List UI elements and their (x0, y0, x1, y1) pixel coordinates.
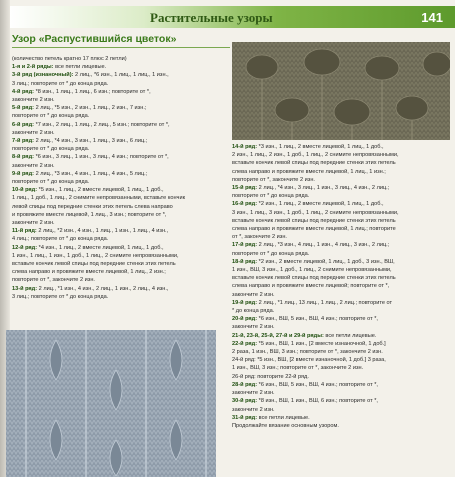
left-instruction-line (12, 55, 224, 63)
row-text: 3 лиц.; повторите от * до конца ряда. (12, 80, 109, 87)
row-text: закончите 2 изн. (12, 162, 55, 169)
left-instruction-line (12, 96, 224, 104)
right-instruction-line (232, 241, 447, 249)
left-instruction-line (12, 145, 224, 153)
right-instruction-line (232, 225, 447, 233)
left-instruction-line (12, 276, 224, 284)
row-text: левой спицы под передние стенки этих петель слева направо (12, 203, 173, 210)
left-instruction-line (12, 178, 224, 186)
row-text: 2 лиц., *5 изн., 2 изн., 1 лиц., 2 изн., 7 изн.; (35, 105, 147, 112)
row-text: 1 изн., 1 лиц., 1 изн., 1 доб., 1 лиц., 2 снимите непровязанными, (12, 252, 179, 259)
right-instruction-line (232, 168, 447, 176)
right-instruction-line (232, 266, 447, 274)
row-text: повторите от * до конца ряда. (12, 113, 90, 120)
row-text: 1 изн., ВШ, 3 изн.; повторите от *, закончите 2 изн. (232, 365, 364, 372)
right-instruction-line (232, 299, 447, 307)
row-text: закончите 2 изн. (232, 291, 275, 298)
left-instruction-line (12, 162, 224, 170)
row-label: 5-й ряд: (12, 105, 34, 112)
right-instruction-line (232, 315, 447, 323)
row-text: закончите 2 изн. (232, 406, 275, 413)
row-label: 10-й ряд: (12, 187, 38, 194)
row-text: *6 изн., ВШ, 5 изн., ВШ, 4 изн.; повторите от *, (258, 316, 378, 323)
left-instruction-line (12, 63, 224, 71)
right-instruction-line (232, 192, 447, 200)
row-label: 11-й ряд: (12, 228, 37, 235)
left-instruction-line (12, 252, 224, 260)
row-text: закончите 2 изн. (12, 129, 55, 136)
row-label: 22-й ряд: (232, 340, 258, 347)
row-text: слева направо и провяжите вместе лицевой, 1 лиц., 2 изн.; (12, 269, 166, 276)
row-text: *8 изн., ВШ, 1 изн., ВШ, 6 изн.; повторите от *, (258, 398, 378, 405)
row-text: вставьте кончик левой спицы под передние стенки этих петель (232, 275, 396, 282)
right-instruction-line (232, 348, 447, 356)
row-label: 14-й ряд: (232, 144, 258, 150)
right-instruction-line (232, 184, 447, 192)
right-instruction-line (232, 200, 447, 208)
row-text: все петли лицевые. (325, 332, 377, 339)
row-text: повторите от * до конца ряда. (12, 179, 90, 186)
instructions-right-column (232, 143, 447, 430)
row-text: 4 лиц.; повторите от * до конца ряда. (12, 236, 109, 243)
right-instruction-line (232, 176, 447, 184)
left-instruction-line (12, 219, 224, 227)
right-instruction-line (232, 209, 447, 217)
row-label: 31-й ряд: (232, 414, 258, 421)
row-text: *2 изн., 1 лиц., 2 вместе лицевой, 1 лиц., 1 доб., (258, 201, 384, 208)
right-instruction-line (232, 422, 447, 430)
right-instruction-line (232, 151, 447, 159)
left-instruction-line (12, 129, 224, 137)
left-instruction-line (12, 80, 224, 88)
right-instruction-line (232, 323, 447, 331)
right-instruction-line (232, 414, 447, 422)
row-label: 15-й ряд: (232, 185, 258, 192)
row-text: 2 лиц., *1 лиц., 13 лиц., 1 лиц., 2 лиц.; повторите от (258, 299, 393, 306)
row-label: 1-я и 2-й ряды: (12, 64, 54, 71)
right-instruction-line (232, 340, 447, 348)
left-instruction-line (12, 293, 224, 301)
row-text: вставьте кончик левой спицы под передние стенки этих петель (232, 217, 396, 224)
left-instruction-line (12, 153, 224, 161)
left-instruction-line (12, 244, 224, 252)
row-text: слева направо и провяжите вместе лицевой, 1 лиц., 1 изн.; (232, 168, 386, 175)
right-instruction-line (232, 233, 447, 241)
row-text: 1 изн., ВШ, 3 изн., 1 доб., 1 лиц., 2 снимите непровязанными, (232, 267, 392, 274)
right-instruction-line (232, 250, 447, 258)
page-header (10, 6, 455, 28)
row-text: повторите от *, закончите 2 изн. (12, 277, 95, 284)
left-instruction-line (12, 71, 224, 79)
row-text: закончите 2 изн. (232, 390, 275, 397)
row-text: закончите 2 изн. (12, 97, 55, 104)
right-instruction-line (232, 389, 447, 397)
row-text: 2 лиц., *3 изн., 4 лиц., 1 изн., 4 лиц., 3 изн., 2 лиц.; (258, 242, 390, 249)
row-text: повторите от * до конца ряда. (12, 146, 90, 153)
row-text: *2 изн., 2 вместе лицевой, 1 лиц., 1 доб., 3 изн., ВШ, (258, 258, 395, 265)
row-text: 26-й ряд: повторите 22-й ряд. (232, 373, 309, 380)
row-text: *5 изн., ВШ, 1 изн., [2 вместе изнаночной, 1 доб.] (258, 340, 386, 347)
left-instruction-line (12, 268, 224, 276)
row-text: 2 лиц., *3 изн., 4 изн., 1 лиц., 4 изн., 5 лиц.; (35, 170, 148, 177)
row-text: от *, закончите 2 изн. (232, 234, 287, 241)
row-text: повторите от *, закончите 2 изн. (232, 176, 315, 183)
row-label: 17-й ряд: (232, 242, 258, 249)
row-text: 2 лиц., *1 изн., 4 изн., 2 лиц., 1 изн., 2 лиц., 4 изн., (38, 285, 169, 292)
right-instruction-line (232, 364, 447, 372)
left-instruction-line (12, 211, 224, 219)
row-text: *6 изн., 3 лиц., 1 изн., 3 лиц., 4 изн.; повторите от *, (35, 154, 169, 161)
left-instruction-line (12, 121, 224, 129)
row-label: 19-й ряд: (232, 299, 258, 306)
left-instruction-line (12, 104, 224, 112)
right-instruction-line (232, 373, 447, 381)
title-divider (12, 47, 230, 48)
right-instruction-line (232, 406, 447, 414)
row-text: *8 изн., 1 лиц., 1 лиц., 6 изн.; повторите от *, (35, 88, 151, 95)
knit-swatch-photo-bottom (6, 330, 216, 477)
right-instruction-line (232, 332, 447, 340)
row-text: слева направо и провяжите вместе лицевой; повторите от *, (232, 283, 390, 290)
right-instruction-line (232, 282, 447, 290)
row-text: слева направо и провяжите вместе лицевой, 1 лиц.; повторите (232, 226, 396, 233)
row-label: 18-й ряд: (232, 258, 258, 265)
row-text: 24-й ряд: *5 изн., ВШ, [2 вместе изнаночной, 1 доб.] 3 раза, (232, 357, 386, 364)
knit-swatch-photo-top (232, 42, 450, 140)
right-instruction-line (232, 381, 447, 389)
row-text: Продолжайте вязание основным узором. (232, 422, 339, 429)
left-instruction-line (12, 285, 224, 293)
page-number: 141 (421, 10, 443, 25)
row-label: 3-й ряд (изнаночный): (12, 72, 74, 79)
left-instruction-line (12, 137, 224, 145)
row-label: 21-й, 23-й, 25-й, 27-й и 29-й ряды: (232, 332, 324, 339)
row-text: закончите 2 изн. (232, 324, 275, 331)
row-text: вставьте кончик левой спицы под передние стенки этих петель (12, 261, 176, 268)
left-instruction-line (12, 88, 224, 96)
row-text: *4 изн., 1 лиц., 2 вместе лицевой, 1 лиц., 1 доб., (38, 244, 164, 251)
row-label: 30-й ряд: (232, 398, 258, 405)
row-text: 2 изн., 1 лиц., 2 изн., 1 доб., 1 лиц., 2 снимите непровязанными, (232, 152, 399, 159)
row-text: 2 раза, 1 изн., ВШ, 3 изн.; повторите от *, закончите 2 изн. (232, 349, 383, 356)
row-text: все петли лицевые. (258, 414, 310, 421)
right-instruction-line (232, 274, 447, 282)
row-text: повторите от * до конца ряда. (232, 250, 310, 257)
row-label: 16-й ряд: (232, 201, 258, 208)
row-text: * до конца ряда. (232, 308, 275, 315)
left-instruction-line (12, 170, 224, 178)
right-instruction-line (232, 356, 447, 364)
left-instruction-line (12, 112, 224, 120)
right-instruction-line (232, 291, 447, 299)
left-instruction-line (12, 194, 224, 202)
row-text: и провяжите вместе лицевой, 1 лиц., 3 изн.; повторите от *, (12, 211, 167, 218)
right-instruction-line (232, 217, 447, 225)
row-text: все петли лицевые. (55, 64, 107, 71)
row-text: 2 лиц., *2 изн., 4 изн., 1 лиц., 1 изн., 1 лиц., 4 изн., (38, 228, 169, 235)
row-text: 3 изн., 1 лиц., 3 изн., 1 доб., 1 лиц., 2 снимите непровязанными, (232, 209, 399, 216)
row-label: 13-й ряд: (12, 285, 38, 292)
right-instruction-line (232, 397, 447, 405)
left-instruction-line (12, 227, 224, 235)
pattern-title: Узор «Распустившийся цветок» (12, 33, 177, 45)
row-label: 8-й ряд: (12, 154, 34, 161)
row-label: 9-й ряд: (12, 170, 34, 177)
row-text: 2 лиц., *6 изн., 1 лиц., 1 лиц., 1 изн., (75, 72, 169, 79)
instructions-left-column (12, 55, 224, 301)
row-text: 2 лиц., *4 изн., 3 изн., 1 лиц., 3 изн., 6 лиц.; (35, 138, 148, 145)
row-text: *7 изн., 2 лиц., 1 лиц., 2 лиц., 5 изн.; повторите от *, (35, 121, 170, 128)
right-instruction-line (232, 307, 447, 315)
left-instruction-line (12, 260, 224, 268)
row-text: 1 лиц., 1 доб., 1 лиц., 2 снимите непровязанными, вставьте кончик (12, 195, 186, 202)
row-text: вставьте кончик левой спицы под передние стенки этих петель (232, 160, 396, 167)
row-text: закончите 2 изн. (12, 220, 55, 227)
row-label: 7-й ряд: (12, 138, 34, 145)
row-text: (количество петель кратно 17 плюс 2 петли) (12, 56, 127, 62)
row-text: повторите от * до конца ряда. (232, 193, 310, 200)
row-text: *6 изн., ВШ, 5 изн., ВШ, 4 изн.; повторите от *, (258, 381, 378, 388)
left-instruction-line (12, 203, 224, 211)
row-label: 4-й ряд: (12, 88, 34, 95)
left-instruction-line (12, 186, 224, 194)
row-label: 12-й ряд: (12, 244, 38, 251)
section-title: Растительные узоры (150, 10, 273, 25)
left-instruction-line (12, 235, 224, 243)
right-instruction-line (232, 159, 447, 167)
right-instruction-line (232, 258, 447, 266)
row-text: *5 изн., 1 лиц., 2 вместе лицевой, 1 лиц., 1 доб., (38, 187, 164, 194)
row-text: 3 лиц.; повторите от * до конца ряда. (12, 293, 109, 300)
row-label: 20-й ряд: (232, 316, 258, 323)
right-instruction-line (232, 143, 447, 151)
row-text: 2 лиц., *4 изн., 3 лиц., 1 изн., 3 лиц., 4 изн., 2 лиц.; (258, 185, 390, 192)
row-text: *3 изн., 1 лиц., 2 вместе лицевой, 1 лиц., 1 доб., (258, 144, 384, 150)
row-label: 28-й ряд: (232, 381, 258, 388)
row-label: 6-й ряд: (12, 121, 34, 128)
